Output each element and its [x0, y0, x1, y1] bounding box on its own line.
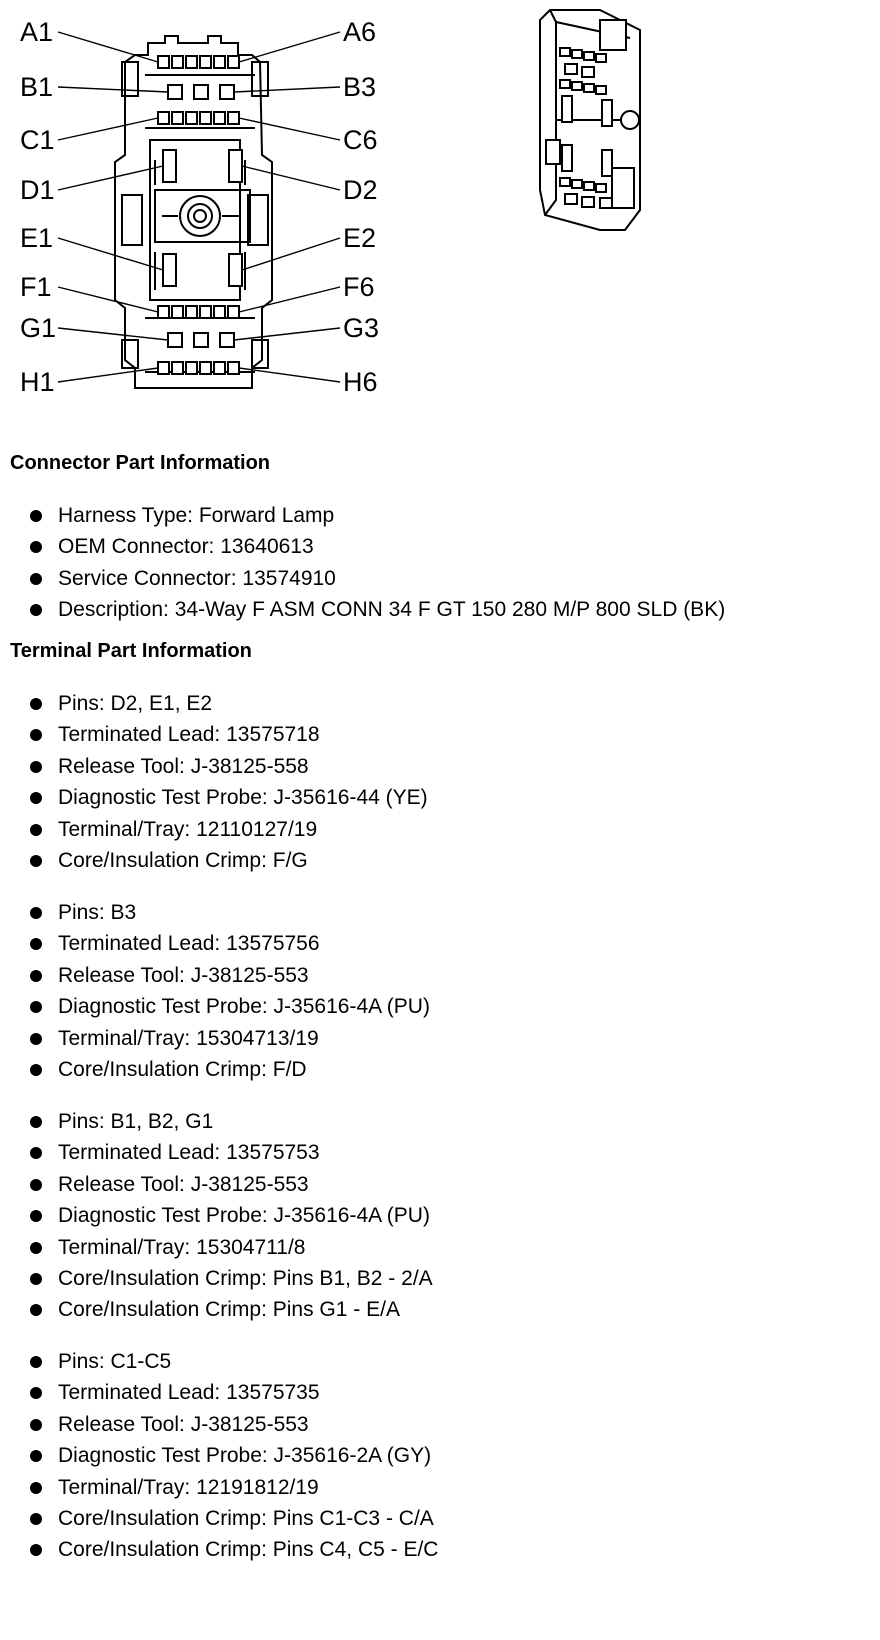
list-item [0, 531, 725, 562]
list-item [0, 1054, 430, 1085]
list-item-text: Core/Insulation Crimp: F/G [58, 848, 308, 872]
list-item [0, 1503, 438, 1534]
list-item-text: Core/Insulation Crimp: Pins B1, B2 - 2/A [58, 1266, 433, 1290]
cavity-row-a [158, 56, 239, 68]
pin-label: F1 [20, 272, 52, 302]
list-item [0, 500, 725, 531]
list-item [0, 1137, 433, 1168]
connector-part-list [0, 500, 725, 626]
list-item [0, 1472, 438, 1503]
bullet-icon [30, 1544, 42, 1556]
bullet-icon [30, 541, 42, 553]
terminal-group-3 [0, 1106, 433, 1326]
pin-label: E1 [20, 223, 54, 253]
connector-face-diagram [0, 0, 880, 440]
list-item [0, 1440, 438, 1471]
list-item-text: Pins: D2, E1, E2 [58, 692, 213, 715]
pin-label: F6 [343, 272, 375, 302]
connector-isometric-illustration [540, 10, 640, 230]
list-item [0, 1106, 433, 1137]
list-item [0, 688, 428, 719]
bullet-icon [30, 1179, 42, 1191]
list-item [0, 1200, 433, 1231]
bullet-icon [30, 1116, 42, 1128]
pin-labels-right [343, 17, 379, 397]
list-item [0, 1409, 438, 1440]
pin-label: H1 [20, 367, 55, 397]
terminal-group-2 [0, 897, 430, 1085]
list-item-text: Terminal/Tray: 15304711/8 [58, 1235, 306, 1259]
list-item-text: Core/Insulation Crimp: Pins C1-C3 - C/A [58, 1506, 434, 1530]
list-item-text: Terminated Lead: 13575756 [58, 932, 320, 956]
connector-part-heading: Connector Part Information [10, 452, 271, 474]
bullet-icon [30, 1304, 42, 1316]
pin-label: C6 [343, 125, 378, 155]
list-item-text: Terminated Lead: 13575753 [58, 1141, 320, 1165]
list-item-text: Release Tool: J-38125-553 [58, 1172, 309, 1196]
list-item [0, 1169, 433, 1200]
list-item [0, 1534, 438, 1565]
list-item [0, 1377, 438, 1408]
bullet-icon [30, 1356, 42, 1368]
pin-label: G1 [20, 313, 57, 343]
list-item-text: Terminated Lead: 13575718 [58, 723, 320, 747]
cavity-e [163, 254, 242, 286]
list-item [0, 897, 430, 928]
pin-label: A1 [20, 17, 54, 47]
list-item-text: Release Tool: J-38125-553 [58, 963, 309, 987]
bullet-icon [30, 698, 42, 710]
bullet-icon [30, 729, 42, 741]
bullet-icon [30, 1482, 42, 1494]
list-item-text: Harness Type: Forward Lamp [58, 504, 335, 527]
list-item-text: Core/Insulation Crimp: Pins C4, C5 - E/C [58, 1538, 439, 1562]
list-item-text: Pins: B1, B2, G1 [58, 1110, 214, 1133]
cavity-d [163, 150, 242, 182]
cavity-row-b [168, 85, 234, 99]
list-item [0, 1294, 433, 1325]
bullet-icon [30, 1210, 42, 1222]
bullet-icon [30, 1064, 42, 1076]
list-item [0, 991, 430, 1022]
bullet-icon [30, 1033, 42, 1045]
terminal-part-heading: Terminal Part Information [10, 640, 252, 662]
list-item-text: Pins: C1-C5 [58, 1350, 172, 1373]
list-item [0, 594, 725, 625]
list-item-text: Diagnostic Test Probe: J-35616-4A (PU) [58, 1204, 430, 1228]
pin-label: C1 [20, 125, 55, 155]
bullet-icon [30, 855, 42, 867]
list-item-text: Service Connector: 13574910 [58, 566, 336, 590]
list-item [0, 782, 428, 813]
pin-label: A6 [343, 17, 377, 47]
bullet-icon [30, 1450, 42, 1462]
cavity-row-g [168, 333, 234, 347]
bullet-icon [30, 1001, 42, 1013]
list-item-text: Release Tool: J-38125-558 [58, 754, 309, 778]
list-item-text: Core/Insulation Crimp: Pins G1 - E/A [58, 1298, 400, 1322]
list-item-text: Terminal/Tray: 12191812/19 [58, 1475, 319, 1499]
bullet-icon [30, 1242, 42, 1254]
bullet-icon [30, 1387, 42, 1399]
list-item [0, 845, 428, 876]
pin-label: D2 [343, 175, 378, 205]
pin-label: E2 [343, 223, 377, 253]
list-item [0, 1263, 433, 1294]
list-item [0, 814, 428, 845]
bullet-icon [30, 761, 42, 773]
bullet-icon [30, 510, 42, 522]
list-item-text: Diagnostic Test Probe: J-35616-2A (GY) [58, 1444, 432, 1468]
list-item-text: Core/Insulation Crimp: F/D [58, 1057, 307, 1081]
list-item-text: Terminal/Tray: 12110127/19 [58, 817, 318, 841]
list-item-text: Release Tool: J-38125-553 [58, 1412, 309, 1436]
list-item-text: Pins: B3 [58, 901, 137, 924]
list-item-text: Diagnostic Test Probe: J-35616-4A (PU) [58, 995, 430, 1019]
bullet-icon [30, 970, 42, 982]
terminal-group-4 [0, 1346, 438, 1566]
list-item [0, 1232, 433, 1263]
list-item [0, 719, 428, 750]
bullet-icon [30, 938, 42, 950]
pin-label: H6 [343, 367, 378, 397]
list-item-text: Diagnostic Test Probe: J-35616-44 (YE) [58, 786, 428, 810]
list-item [0, 1023, 430, 1054]
list-item-text: Terminal/Tray: 15304713/19 [58, 1026, 319, 1050]
bullet-icon [30, 604, 42, 616]
pin-label: B1 [20, 72, 54, 102]
pin-label: B3 [343, 72, 377, 102]
list-item [0, 960, 430, 991]
list-item-text: OEM Connector: 13640613 [58, 535, 314, 559]
bullet-icon [30, 1419, 42, 1431]
bullet-icon [30, 1273, 42, 1285]
list-item [0, 928, 430, 959]
cavity-row-f [158, 306, 239, 318]
pin-label: G3 [343, 313, 380, 343]
list-item [0, 1346, 438, 1377]
bullet-icon [30, 824, 42, 836]
cavity-row-c [158, 112, 239, 124]
terminal-group-1 [0, 688, 428, 876]
pin-label: D1 [20, 175, 55, 205]
bullet-icon [30, 1513, 42, 1525]
bullet-icon [30, 573, 42, 585]
bullet-icon [30, 907, 42, 919]
bullet-icon [30, 1147, 42, 1159]
list-item-text: Terminated Lead: 13575735 [58, 1381, 320, 1405]
bullet-icon [30, 792, 42, 804]
list-item-text: Description: 34-Way F ASM CONN 34 F GT 150 280 M/P 800 SLD (BK) [58, 598, 726, 622]
list-item [0, 751, 428, 782]
list-item [0, 563, 725, 594]
pin-labels-left [20, 17, 56, 397]
